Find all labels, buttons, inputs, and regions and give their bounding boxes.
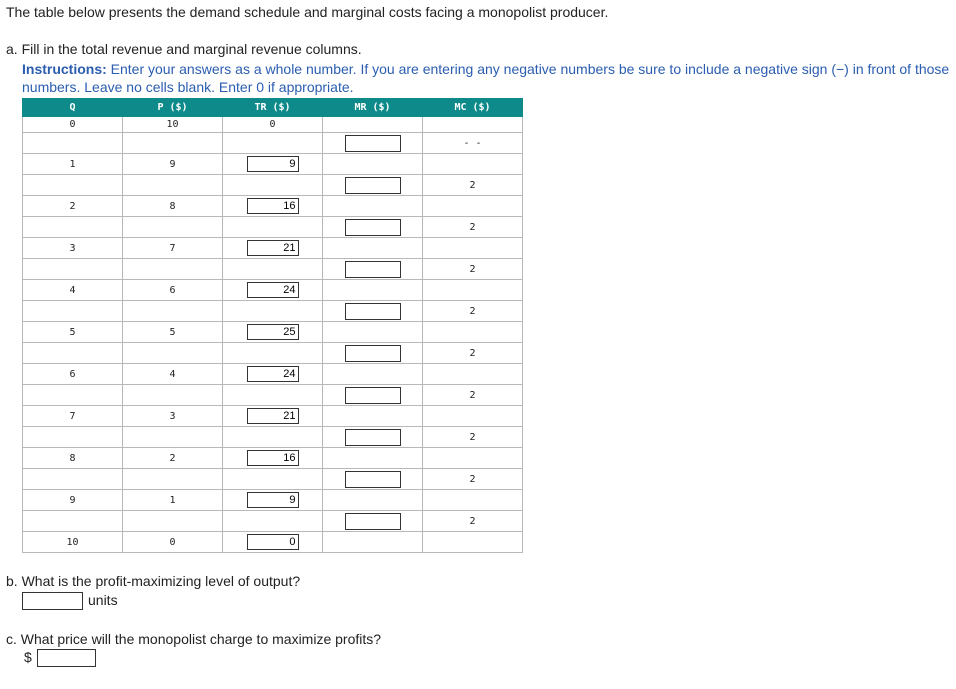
- between-row: [23, 427, 523, 448]
- tr-input[interactable]: [247, 282, 299, 298]
- table-row: [23, 532, 523, 553]
- table-row: [23, 196, 523, 217]
- mr-input[interactable]: [345, 387, 401, 404]
- header-mr: MR ($): [323, 99, 423, 117]
- cell-mc: 2: [423, 301, 523, 322]
- cell-mc: 2: [423, 385, 523, 406]
- table-row: [23, 490, 523, 511]
- tr-input[interactable]: [247, 534, 299, 550]
- output-level-input[interactable]: [22, 592, 83, 610]
- cell-q: 2: [23, 196, 123, 217]
- between-row: [23, 175, 523, 196]
- table-row: [23, 280, 523, 301]
- between-row: [23, 385, 523, 406]
- cell-q: 5: [23, 322, 123, 343]
- header-p: P ($): [123, 99, 223, 117]
- header-tr: TR ($): [223, 99, 323, 117]
- between-row: [23, 511, 523, 532]
- instructions-bold: Instructions:: [22, 61, 107, 77]
- mr-input[interactable]: [345, 177, 401, 194]
- price-input[interactable]: [37, 649, 96, 667]
- header-q: Q: [23, 99, 123, 117]
- between-row: [23, 469, 523, 490]
- between-row: [23, 133, 523, 154]
- mr-input[interactable]: [345, 429, 401, 446]
- cell-p: 5: [123, 322, 223, 343]
- cell-q: 10: [23, 532, 123, 553]
- cell-q: 7: [23, 406, 123, 427]
- instructions: [22, 60, 952, 96]
- cell-p: 7: [123, 238, 223, 259]
- instructions-text: Enter your answers as a whole number. If you are entering any negative numbers be sure to include a negative sign (−) in front of those numbers. Leave no cells blank. Enter 0 if appropriate.: [22, 61, 950, 95]
- tr-input[interactable]: [247, 450, 299, 466]
- intro-text: The table below presents the demand schedule and marginal costs facing a monopolist producer.: [6, 4, 609, 20]
- part-a-label: a. Fill in the total revenue and marginal revenue columns.: [6, 41, 362, 57]
- units-label: units: [88, 592, 118, 608]
- part-b-question: b. What is the profit-maximizing level of output?: [6, 573, 301, 589]
- cell-q: 4: [23, 280, 123, 301]
- cell-q: 9: [23, 490, 123, 511]
- cell-mc: 2: [423, 175, 523, 196]
- cell-p: 1: [123, 490, 223, 511]
- cell-mc: 2: [423, 343, 523, 364]
- table-header-row: [23, 99, 523, 117]
- table-row: [23, 364, 523, 385]
- cell-p: 8: [123, 196, 223, 217]
- cell-mc: 2: [423, 427, 523, 448]
- demand-schedule-table: [22, 98, 523, 553]
- table-row: [23, 238, 523, 259]
- mr-input[interactable]: [345, 219, 401, 236]
- tr-input[interactable]: [247, 408, 299, 424]
- cell-q: 1: [23, 154, 123, 175]
- mr-input[interactable]: [345, 471, 401, 488]
- tr-input[interactable]: [247, 240, 299, 256]
- cell-p: 0: [123, 532, 223, 553]
- table-row: [23, 448, 523, 469]
- table-row: [23, 154, 523, 175]
- table-row: [23, 117, 523, 133]
- tr-input[interactable]: [247, 366, 299, 382]
- table-row: [23, 322, 523, 343]
- mr-input[interactable]: [345, 261, 401, 278]
- tr-input[interactable]: [247, 324, 299, 340]
- between-row: [23, 259, 523, 280]
- cell-mc: 2: [423, 469, 523, 490]
- header-mc: MC ($): [423, 99, 523, 117]
- cell-p: 10: [123, 117, 223, 133]
- cell-mc: 2: [423, 217, 523, 238]
- part-c-question: c. What price will the monopolist charge to maximize profits?: [6, 631, 382, 647]
- mr-input[interactable]: [345, 513, 401, 530]
- cell-p: 9: [123, 154, 223, 175]
- mr-input[interactable]: [345, 303, 401, 320]
- tr-input[interactable]: [247, 156, 299, 172]
- cell-mc: 2: [423, 259, 523, 280]
- cell-p: 3: [123, 406, 223, 427]
- dollar-sign: $: [24, 649, 32, 665]
- table-row: [23, 406, 523, 427]
- cell-mc: 2: [423, 511, 523, 532]
- tr-input[interactable]: [247, 198, 299, 214]
- tr-input[interactable]: [247, 492, 299, 508]
- cell-q: 0: [23, 117, 123, 133]
- mr-input[interactable]: [345, 135, 401, 152]
- cell-p: 4: [123, 364, 223, 385]
- mr-input[interactable]: [345, 345, 401, 362]
- cell-tr: 0: [223, 117, 323, 133]
- cell-p: 6: [123, 280, 223, 301]
- cell-q: 6: [23, 364, 123, 385]
- between-row: [23, 217, 523, 238]
- between-row: [23, 343, 523, 364]
- cell-mc: - -: [423, 133, 523, 154]
- cell-q: 8: [23, 448, 123, 469]
- cell-q: 3: [23, 238, 123, 259]
- between-row: [23, 301, 523, 322]
- cell-p: 2: [123, 448, 223, 469]
